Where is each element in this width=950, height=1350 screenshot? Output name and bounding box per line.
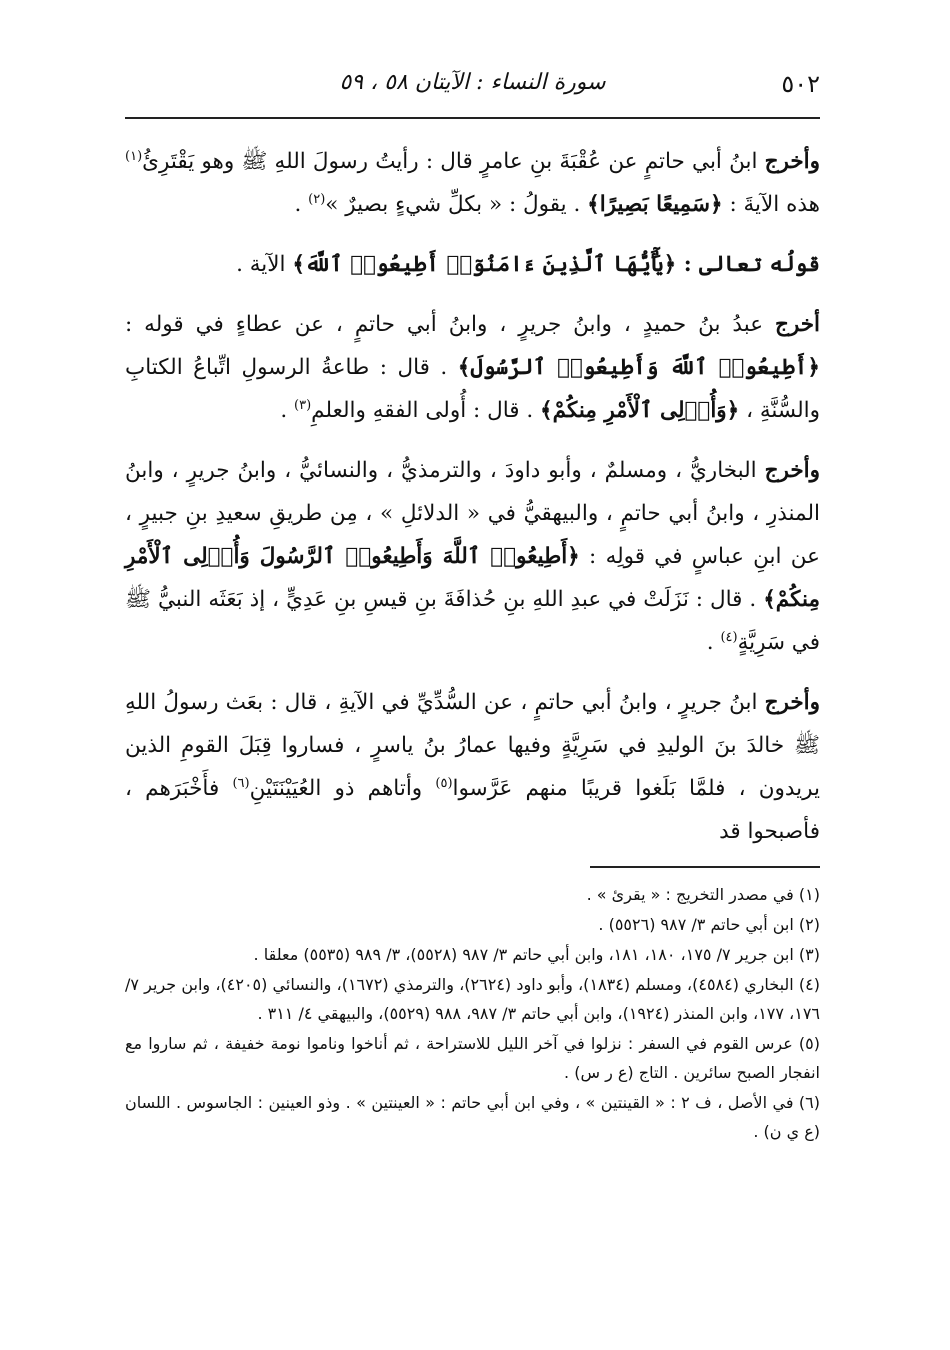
running-title: سورة النساء : الآيتان ٥٨ ، ٥٩ (339, 70, 606, 95)
footnote-divider (590, 866, 820, 868)
paragraph-text: . قال : أُولى الفقهِ والعلمِ (311, 398, 541, 423)
paragraph-text: . قال : طاعةُ الرسولِ اتِّباعُ الكتابِ والسُّنَّةِ ، (125, 355, 820, 423)
paragraph-5 (125, 681, 820, 853)
footnote-1: (١) في مصدر التخريج : « يقرئ » . (586, 885, 820, 904)
paragraph-text: . (280, 398, 295, 423)
paragraph-text: هذه الآيةَ : (722, 192, 820, 217)
paragraph-text: ابنُ أبي حاتمٍ عن عُقْبَةَ بنِ عامرٍ قال : رأيتُ رسولَ اللهِ ﷺ وهو يَقْتَرِئُ (142, 149, 765, 174)
quran-quote: ﴿يَٰٓأَيُّهَا ٱلَّذِينَ ءَامَنُوٓا۟ أَطِيعُوا۟ ٱللَّهَ﴾ (292, 252, 677, 277)
paragraph-text: . قال : نَزَلَتْ في عبدِ اللهِ بنِ حُذافَةَ بنِ قيسِ بنِ عَدِيٍّ ، إذ بَعَثَه النبيُّ ﷺ في سَرِيَّةٍ (125, 587, 820, 655)
page-number: ٥٠٢ (781, 70, 820, 98)
paragraph-1 (125, 140, 820, 226)
paragraph-text: . يقولُ : « بكلِّ شيءٍ بصيرٌ » (325, 192, 588, 217)
footnote-ref[interactable]: (٦) (232, 775, 250, 791)
main-text (125, 140, 820, 870)
paragraph-lead: أخرج (774, 312, 820, 337)
paragraph-text: البخاريُّ ، ومسلمٌ ، وأبو داودَ ، والترمذيُّ ، والنسائيُّ ، وابنُ جريرٍ ، وابنُ المنذرِ ، وابنُ أبي حاتمٍ ، والبيهقيُّ في « الدلائلِ » ، مِن طريقِ سعيدِ بنِ جبيرٍ ، عن ابنِ عباسٍ في قولِه : (125, 458, 820, 569)
quran-quote: ﴿أَطِيعُوا۟ ٱللَّهَ وَأَطِيعُوا۟ ٱلرَّسُولَ﴾ (457, 355, 821, 380)
paragraph-text: فأَخْبَرَهم ، فأصبحوا قد (125, 776, 820, 844)
footnote-2: (٢) ابن أبي حاتم ٣/ ٩٨٧ (٥٥٢٦) . (598, 915, 820, 934)
paragraph-lead: وأخرج (764, 149, 820, 174)
footnote-6: (٦) في الأصل ، ف ٢ : « القينتين » ، وفي ابن أبي حاتم : « العينتين » . وذو العينين : الجاسوس . اللسان (ع ي ن) . (125, 1093, 821, 1141)
footnote-ref[interactable]: (١) (125, 148, 143, 164)
footnote-ref[interactable]: (٤) (720, 629, 738, 645)
page-header (125, 62, 820, 102)
paragraph-4 (125, 449, 820, 664)
paragraph-text: . (706, 630, 721, 655)
quran-quote: ﴿وَأُو۟لِى ٱلْأَمْرِ مِنكُمْ﴾ (540, 398, 740, 423)
paragraph-text: الآية . (236, 252, 293, 277)
header-divider (125, 117, 820, 119)
paragraph-text: . (294, 192, 309, 217)
paragraph-3 (125, 303, 820, 432)
footnote-ref[interactable]: (٢) (308, 191, 326, 207)
footnote-ref[interactable]: (٣) (294, 397, 312, 413)
footnotes (125, 880, 820, 1147)
footnote-ref[interactable]: (٥) (435, 775, 453, 791)
footnote-5: (٥) عرس القوم في السفر : نزلوا في آخر الليل للاستراحة ، ثم أناخوا وناموا نومة خفيفة ، ثم ساروا مع انفجار الصبح سائرين . التاج (ع ر س) . (125, 1034, 820, 1082)
paragraph-lead: وأخرج (764, 690, 820, 715)
quran-quote: ﴿أَطِيعُوا۟ ٱللَّهَ وَأَطِيعُوا۟ ٱلرَّسُولَ وَأُو۟لِى ٱلْأَمْرِ مِنكُمْ﴾ (125, 544, 820, 612)
paragraph-lead: وأخرج (764, 458, 820, 483)
paragraph-text: ابنُ جريرٍ ، وابنُ أبي حاتمٍ ، عن السُّدِّيِّ في الآيةِ ، قال : بعَث رسولُ اللهِ ﷺ خالدَ بنَ الوليدِ في سَرِيَّةٍ وفيها عمارُ بنُ ياسرٍ ، فساروا قِبَلَ القومِ الذين يريدون ، فلمَّا بَلَغوا قريبًا منهم عَرَّسوا (125, 690, 820, 801)
paragraph-text: وأتاهم ذو العُيَيْنَتَيْنِ (249, 776, 436, 801)
footnote-3: (٣) ابن جرير ٧/ ١٧٥، ١٨٠، ١٨١، وابن أبي حاتم ٣/ ٩٨٧ (٥٥٢٨)، ٣/ ٩٨٩ (٥٥٣٥) معلقا . (253, 945, 820, 964)
paragraph-text: عبدُ بنُ حميدٍ ، وابنُ جريرٍ ، وابنُ أبي حاتمٍ ، عن عطاءٍ في قوله : (125, 312, 775, 337)
footnote-4: (٤) البخاري (٤٥٨٤)، ومسلم (١٨٣٤)، وأبو داود (٢٦٢٤)، والترمذي (١٦٧٢)، والنسائي (٤٢٠٥)، وابن جرير ٧/ ١٧٦، ١٧٧، وابن المنذر (١٩٢٤)، وابن أبي حاتم ٣/ ٩٨٧، ٩٨٨ (٥٥٢٩)، والبيهقي ٤/ ٣١١ . (125, 975, 821, 1023)
quran-quote: ﴿سَمِيعًا بَصِيرًا﴾ (587, 192, 723, 217)
verse-heading: قولُه تعالى : (676, 252, 820, 277)
paragraph-2 (125, 243, 820, 286)
